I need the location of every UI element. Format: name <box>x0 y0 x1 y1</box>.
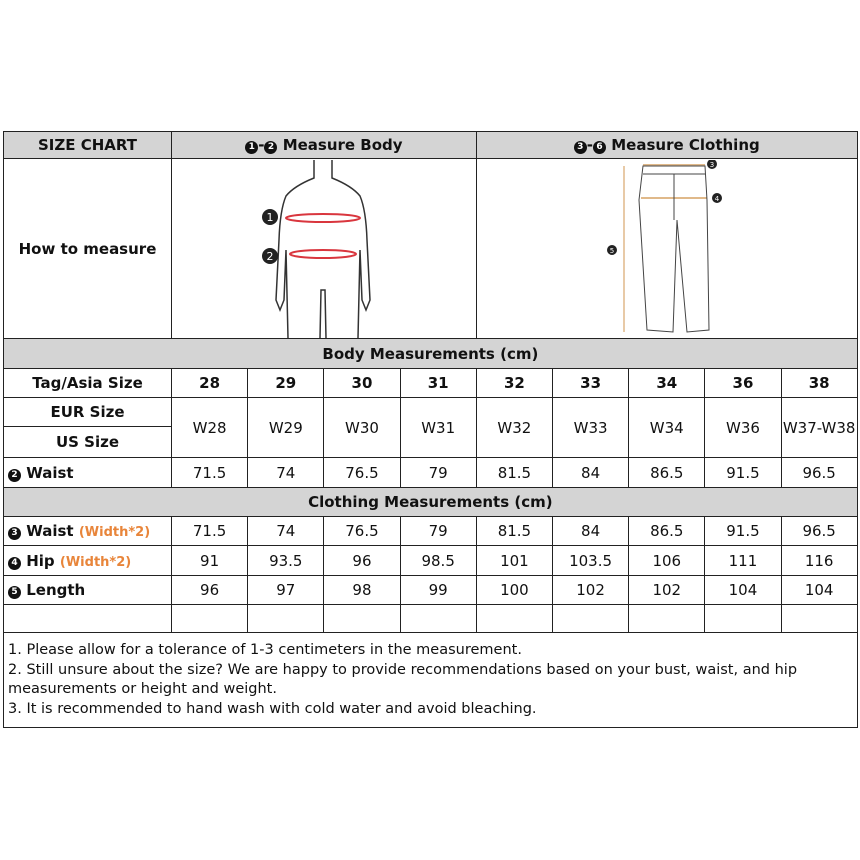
marker-1: 1 <box>266 210 274 224</box>
cell: 96 <box>324 546 400 576</box>
cell: W36 <box>705 398 781 458</box>
badge-icon: 3 <box>574 141 587 154</box>
measure-body-label: Measure Body <box>282 136 403 154</box>
badge-icon: 1 <box>245 141 258 154</box>
cell: W32 <box>476 398 552 458</box>
length-row <box>4 576 858 605</box>
cell: 76.5 <box>324 517 400 546</box>
cell: 38 <box>781 369 857 398</box>
badge-icon: 6 <box>593 141 606 154</box>
cell: W29 <box>248 398 324 458</box>
cell: 98.5 <box>400 546 476 576</box>
cell: 104 <box>781 576 857 605</box>
cell: 99 <box>400 576 476 605</box>
cloth-waist-row <box>4 517 858 546</box>
cell: 86.5 <box>629 517 705 546</box>
cell: 91.5 <box>705 458 781 488</box>
cell: 32 <box>476 369 552 398</box>
cell: 96 <box>172 576 248 605</box>
marker-2: 2 <box>266 249 274 263</box>
cell: 116 <box>781 546 857 576</box>
row-label: US Size <box>4 427 172 458</box>
width-note: (Width*2) <box>59 554 132 570</box>
cell: 84 <box>552 517 628 546</box>
badge-icon: 2 <box>264 141 277 154</box>
size-chart-title: SIZE CHART <box>4 132 172 159</box>
cell: 81.5 <box>476 458 552 488</box>
cell: W34 <box>629 398 705 458</box>
eur-size-row <box>4 398 858 427</box>
cell: 91 <box>172 546 248 576</box>
clothing-diagram <box>476 159 857 339</box>
note-1: 1. Please allow for a tolerance of 1-3 centimeters in the measurement. <box>8 642 522 658</box>
badge-icon: 4 <box>8 557 21 570</box>
how-to-measure-label: How to measure <box>4 159 172 339</box>
header-row <box>4 132 858 159</box>
row-label <box>4 458 172 488</box>
note-3: 3. It is recommended to hand wash with cold water and avoid bleaching. <box>8 700 537 717</box>
empty-row <box>4 605 858 633</box>
cell: 103.5 <box>552 546 628 576</box>
label-text: Length <box>26 581 86 599</box>
cell: 36 <box>705 369 781 398</box>
cell: 91.5 <box>705 517 781 546</box>
cell: 98 <box>324 576 400 605</box>
tag-size-row <box>4 369 858 398</box>
cell: 97 <box>248 576 324 605</box>
label-text: Waist <box>26 463 74 482</box>
marker-5: 5 <box>609 246 614 255</box>
cell: W33 <box>552 398 628 458</box>
hip-row <box>4 546 858 576</box>
body-measurements-title: Body Measurements (cm) <box>4 339 858 369</box>
cell: 102 <box>552 576 628 605</box>
cell: 74 <box>248 458 324 488</box>
cell: 28 <box>172 369 248 398</box>
marker-4: 4 <box>714 194 719 203</box>
cell: 71.5 <box>172 517 248 546</box>
badge-icon: 2 <box>8 469 21 482</box>
cell: W28 <box>172 398 248 458</box>
cell: 33 <box>552 369 628 398</box>
marker-3: 3 <box>709 160 714 169</box>
cell: 96.5 <box>781 458 857 488</box>
diagram-row <box>4 159 858 339</box>
measure-body-header: 1 - 2 Measure Body <box>172 132 477 159</box>
cell: 101 <box>476 546 552 576</box>
cell: 79 <box>400 517 476 546</box>
cell: 111 <box>705 546 781 576</box>
width-note: (Width*2) <box>78 525 151 540</box>
measure-clothing-label: Measure Clothing <box>611 136 760 154</box>
body-diagram <box>172 159 477 339</box>
cell: 84 <box>552 458 628 488</box>
row-label <box>4 546 172 576</box>
cell: 96.5 <box>781 517 857 546</box>
cell: 76.5 <box>324 458 400 488</box>
row-label: Tag/Asia Size <box>4 369 172 398</box>
note-2: 2. Still unsure about the size? We are happy to provide recommendations based on your bust, waist, and hip measurements or height and weight. <box>8 661 798 697</box>
pants-figure-icon <box>587 160 747 338</box>
cell: W31 <box>400 398 476 458</box>
cell: 74 <box>248 517 324 546</box>
clothing-measurements-title: Clothing Measurements (cm) <box>4 488 858 517</box>
cell: 102 <box>629 576 705 605</box>
cell: 81.5 <box>476 517 552 546</box>
cell: 86.5 <box>629 458 705 488</box>
cell: 100 <box>476 576 552 605</box>
notes <box>4 633 858 728</box>
cell: W30 <box>324 398 400 458</box>
badge-icon: 5 <box>8 586 21 599</box>
cell: 79 <box>400 458 476 488</box>
row-label <box>4 576 172 605</box>
notes-row <box>4 633 858 728</box>
cell: 104 <box>705 576 781 605</box>
row-label: EUR Size <box>4 398 172 427</box>
row-label <box>4 517 172 546</box>
cell: 29 <box>248 369 324 398</box>
size-chart <box>3 131 857 728</box>
size-chart-table <box>3 131 858 728</box>
body-figure-icon <box>224 160 424 338</box>
cell: 71.5 <box>172 458 248 488</box>
label-text: Hip <box>26 551 55 570</box>
cell: 34 <box>629 369 705 398</box>
cell: 93.5 <box>248 546 324 576</box>
cell: 106 <box>629 546 705 576</box>
cell: 31 <box>400 369 476 398</box>
measure-clothing-header: 3 - 6 Measure Clothing <box>476 132 857 159</box>
badge-icon: 3 <box>8 527 21 540</box>
label-text: Waist <box>26 522 74 540</box>
body-waist-row <box>4 458 858 488</box>
cell: W37-W38 <box>781 398 857 458</box>
cell: 30 <box>324 369 400 398</box>
